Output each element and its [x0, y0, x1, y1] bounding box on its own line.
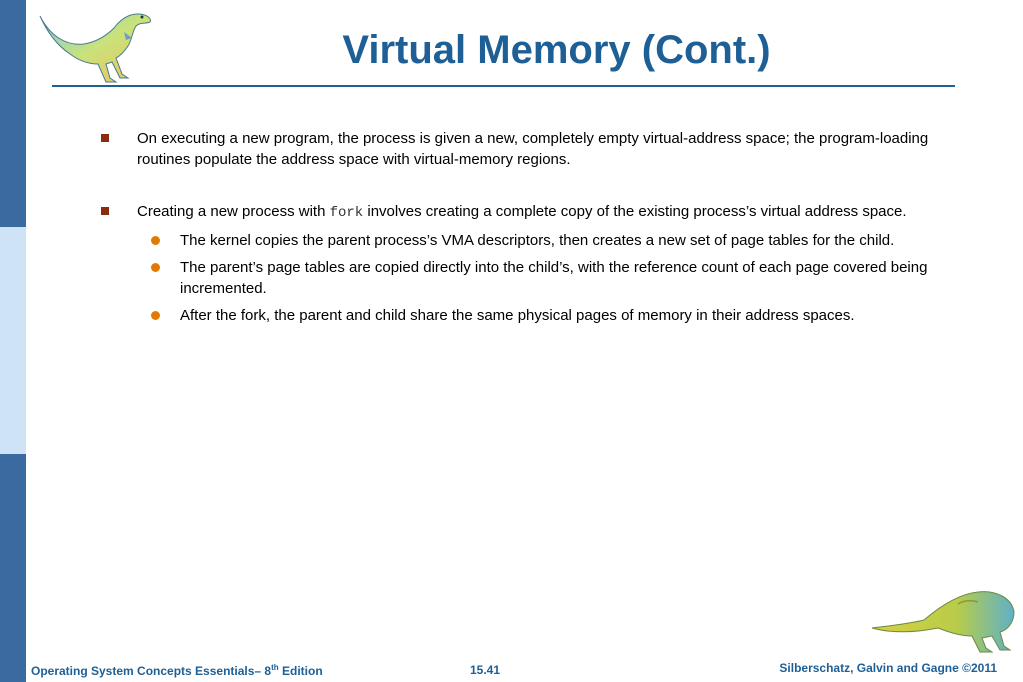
footer-book-title-text: Operating System Concepts Essentials– 8 — [31, 664, 272, 678]
footer-book-title — [31, 663, 323, 678]
bullet-text-after-code: involves creating a complete copy of the existing process’s virtual address space. — [363, 203, 907, 220]
sidebar-segment-middle — [0, 227, 26, 454]
dinosaur-footer-icon — [868, 586, 1018, 656]
round-bullet-icon — [151, 311, 160, 320]
footer-copyright: Silberschatz, Galvin and Gagne ©2011 — [779, 661, 997, 675]
footer-edition-sup: th — [271, 663, 279, 672]
sub-bullet-item — [137, 230, 930, 251]
bullet-item — [100, 128, 930, 170]
sub-bullet-item — [137, 305, 930, 326]
square-bullet-icon — [101, 134, 109, 142]
footer-edition-word: Edition — [278, 664, 323, 678]
sub-bullet-list — [137, 230, 930, 326]
sub-bullet-item — [137, 257, 930, 299]
title-underline — [52, 85, 955, 87]
slide-content — [100, 128, 930, 357]
code-fork: fork — [329, 205, 364, 221]
slide-title: Virtual Memory (Cont.) — [342, 28, 771, 72]
bullet-text-before-code: Creating a new process with — [137, 203, 330, 220]
bullet-text: On executing a new program, the process is given a new, completely empty virtual-address space; the program-loading routines populate the address space with virtual-memory regions. — [137, 130, 929, 168]
square-bullet-icon — [101, 207, 109, 215]
sidebar-segment-bottom — [0, 454, 26, 682]
footer-page-number: 15.41 — [470, 663, 501, 677]
sub-bullet-text: After the fork, the parent and child share the same physical pages of memory in their address spaces. — [180, 307, 855, 324]
sidebar-segment-top — [0, 0, 26, 227]
round-bullet-icon — [151, 236, 160, 245]
sub-bullet-text: The parent’s page tables are copied directly into the child’s, with the reference count of each page covered being incremented. — [180, 259, 928, 297]
round-bullet-icon — [151, 263, 160, 272]
left-sidebar-decoration — [0, 0, 26, 682]
dinosaur-logo-icon — [36, 6, 156, 86]
bullet-item — [100, 201, 930, 326]
sub-bullet-text: The kernel copies the parent process’s VMA descriptors, then creates a new set of page tables for the child. — [180, 232, 895, 249]
